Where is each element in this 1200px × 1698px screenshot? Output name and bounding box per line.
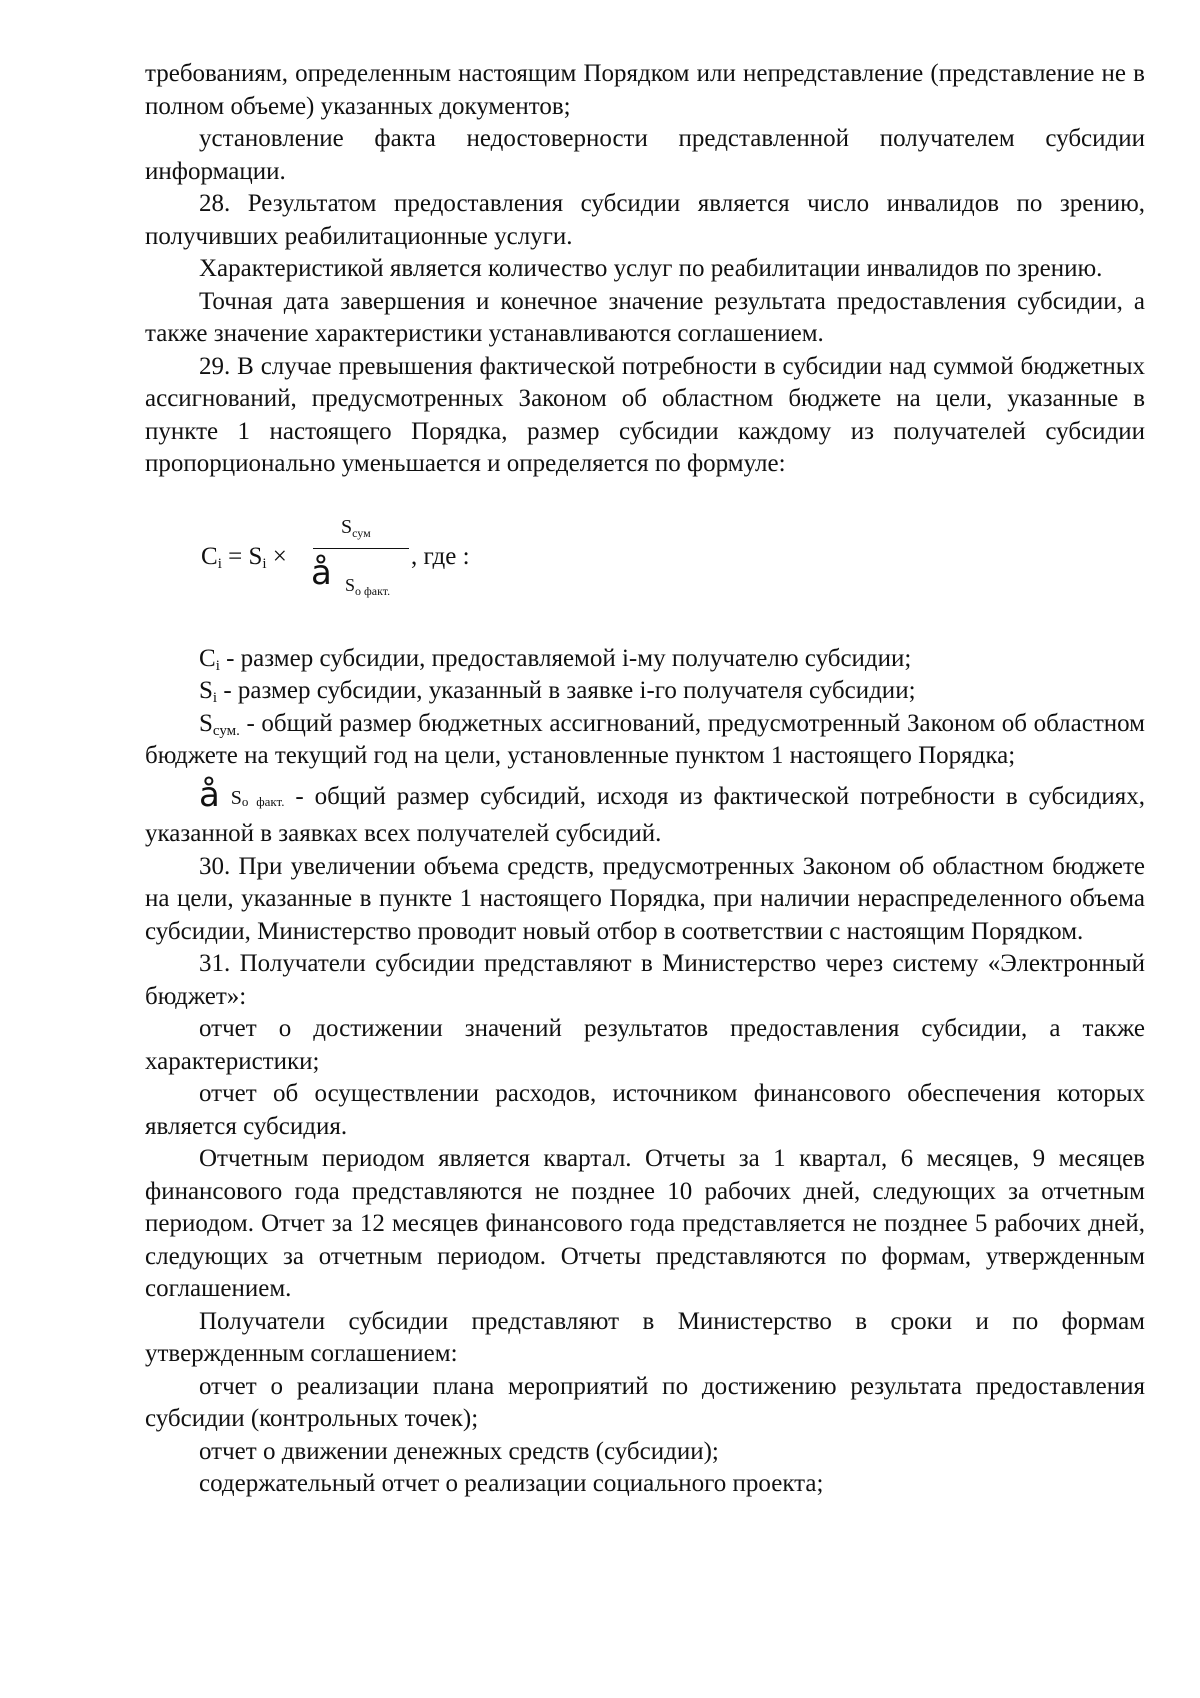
paragraph: отчет об осуществлении расходов, источником финансового обеспечения которых является субсидия. (145, 1080, 1145, 1140)
definition-sfact: å Sо факт. - общий размер субсидий, исходя из фактической потребности в субсидиях, указанной в заявках всех получателей субсидий. (145, 774, 1145, 847)
sum-symbol: å (311, 552, 332, 593)
paragraph-continuation: требованиям, определенным настоящим Порядком или непредставление (представление не в полном объеме) указанных документов; (145, 60, 1145, 120)
definition-si: $S_i$ - размер субсидии, указанный в заявке i-го получателя субсидии; (199, 677, 916, 706)
paragraph-item-28: 28. Результатом предоставления субсидии является число инвалидов по зрению, получивших реабилитационные услуги. (145, 190, 1145, 250)
paragraph: Характеристикой является количество услуг по реабилитации инвалидов по зрению. (199, 255, 1103, 282)
definition-ci: $C_i$ - размер субсидии, предоставляемой i-му получателю субсидии; (199, 644, 912, 674)
formula-numerator: $S_{сум}$ (341, 515, 371, 540)
formula-denominator: $S_{о факт.}$ (345, 574, 391, 598)
paragraph: установление факта недостоверности представленной получателем субсидии информации. (145, 125, 1145, 185)
paragraph-item-31: 31. Получатели субсидии представляют в Министерство через систему «Электронный бюджет»: (145, 950, 1145, 1010)
paragraph: отчет о реализации плана мероприятий по достижению результата предоставления субсидии (контрольных точек); (145, 1372, 1145, 1432)
paragraph: Отчетным периодом является квартал. Отчеты за 1 квартал, 6 месяцев, 9 месяцев финансового года представляются не позднее 10 рабочих дней, следующих за отчетным периодом. Отчет за 12 месяцев финансового года представляется не позднее 5 рабочих дней, следующих за отчетным периодом. Отчеты представляются по формам, утвержденным соглашением. (145, 1145, 1145, 1302)
paragraph-item-29: 29. В случае превышения фактической потребности в субсидии над суммой бюджетных ассигнований, предусмотренных Законом об областном бюджете на цели, указанные в пункте 1 настоящего Порядка, размер субсидии каждому из получателей субсидии пропорционально уменьшается и определяется по формуле: (145, 352, 1145, 477)
paragraph: отчет о достижении значений результатов предоставления субсидии, а также характеристики; (145, 1015, 1145, 1075)
subsidy-formula (145, 497, 1145, 633)
paragraph: Получатели субсидии представляют в Министерство в сроки и по формам утвержденным соглашением: (145, 1307, 1145, 1367)
paragraph: отчет о движении денежных средств (субсидии); (199, 1437, 719, 1465)
paragraph-item-30: 30. При увеличении объема средств, предусмотренных Законом об областном бюджете на цели, указанные в пункте 1 настоящего Порядка, при наличии нераспределенного объема субсидии, Министерство проводит новый отбор в соответствии с настоящим Порядком. (145, 852, 1145, 945)
paragraph: Точная дата завершения и конечное значение результата предоставления субсидии, а также значение характеристики устанавливаются соглашением. (145, 287, 1145, 347)
document-page (145, 58, 1145, 1501)
formula-where: , где : (411, 542, 470, 570)
fraction-bar (313, 548, 409, 549)
paragraph: содержательный отчет о реализации социального проекта; (199, 1470, 824, 1497)
definition-ssum: $S_{сум.}$ - общий размер бюджетных ассигнований, предусмотренный Законом об областном бюджете на текущий год на цели, установленные пунктом 1 настоящего Порядка; (145, 709, 1145, 769)
formula-lhs: $C_i = S_i$ × (201, 542, 287, 572)
sum-symbol: å (199, 774, 220, 815)
